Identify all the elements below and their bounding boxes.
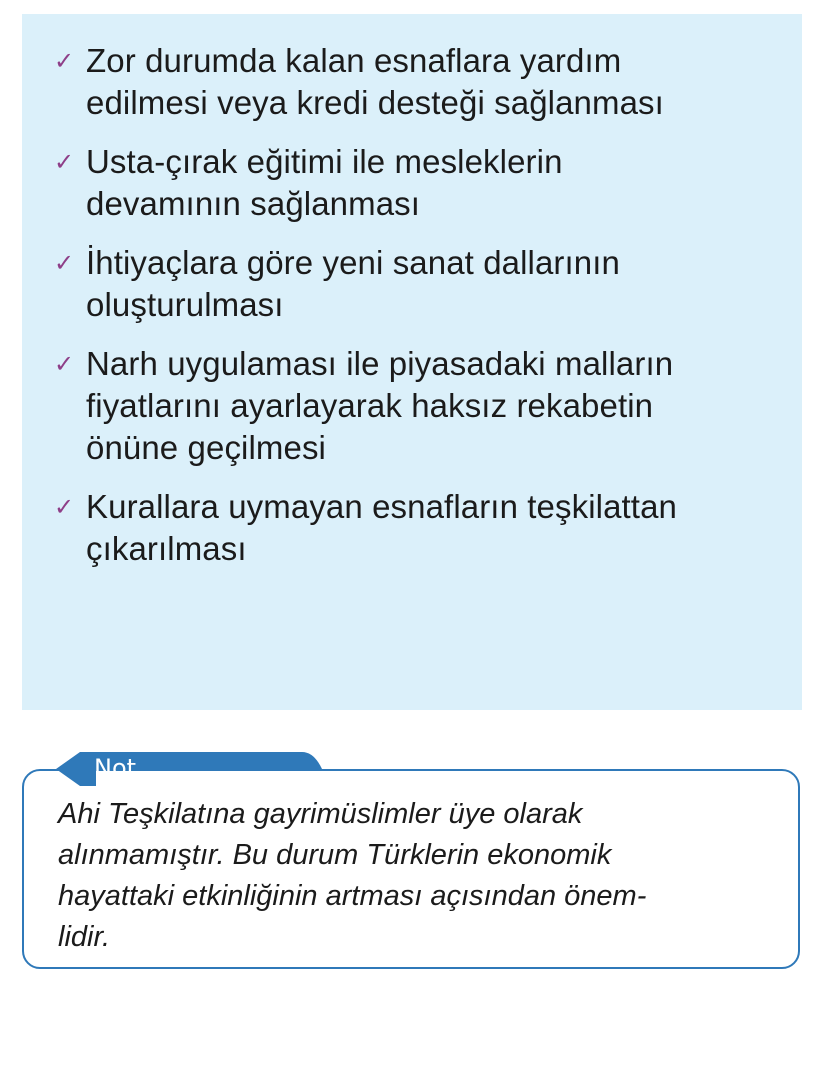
checkmark-icon: ✓ [54,249,75,277]
checkmark-icon: ✓ [54,47,75,75]
list-item [54,242,782,326]
list-item-text: Usta-çırak eğitimi ile mesleklerin devamının sağlanması [86,143,563,222]
list-item [54,40,782,124]
note-label: Not [94,754,137,782]
list-item-text: İhtiyaçlara göre yeni sanat dallarının oluşturulması [86,244,620,323]
checklist-panel [22,14,802,710]
checkmark-icon: ✓ [54,148,75,176]
note-text: Ahi Teşkilatına gayrimüslimler üye olarak alınmamıştır. Bu durum Türklerin ekonomik hayattaki etkinliğinin artması açısından önem- lidir. [58,798,647,953]
checkmark-icon: ✓ [54,493,75,521]
list-item [54,486,782,570]
list-item [54,141,782,225]
list-item [54,343,782,469]
checkmark-icon: ✓ [54,350,75,378]
list-item-text: Narh uygulaması ile piyasadaki malların fiyatlarını ayarlayarak haksız rekabetin önüne geçilmesi [86,345,674,466]
note-tab [56,752,322,786]
list-item-text: Kurallara uymayan esnafların teşkilattan çıkarılması [86,488,677,567]
list-item-text: Zor durumda kalan esnaflara yardım edilmesi veya kredi desteği sağlanması [86,42,664,121]
